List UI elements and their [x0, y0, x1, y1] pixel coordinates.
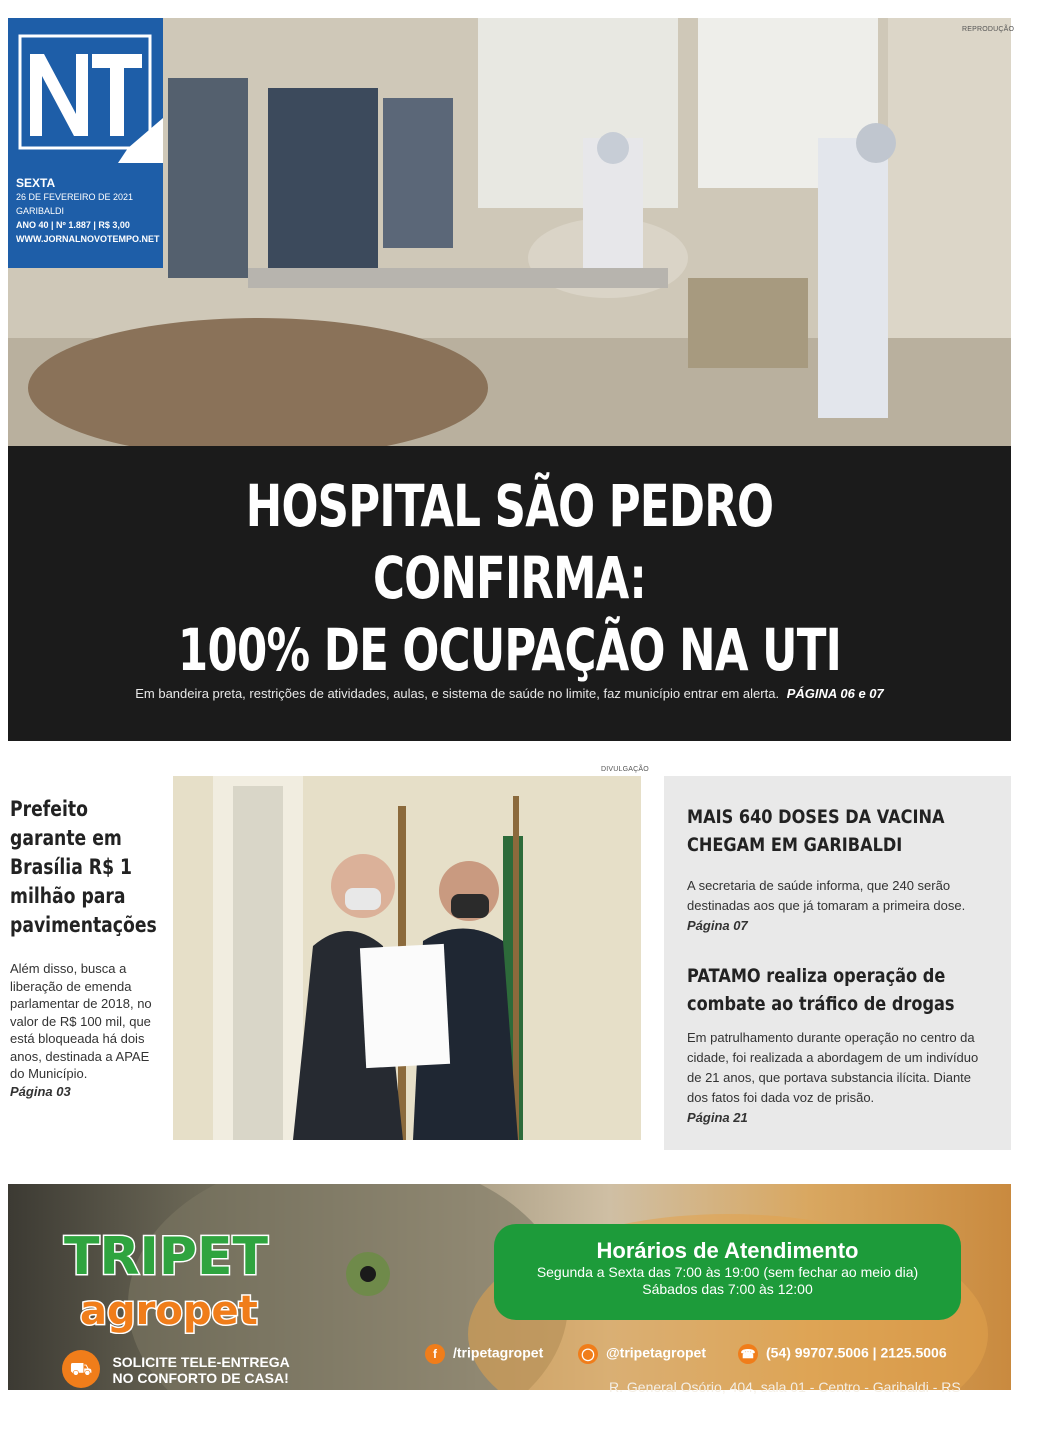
phone-link[interactable]: [738, 1344, 947, 1364]
phone-icon: ☎: [738, 1344, 758, 1364]
hours-weekdays: Segunda a Sexta das 7:00 às 19:00 (sem fechar ao meio dia): [536, 1264, 919, 1280]
website-link[interactable]: WWW.JORNALNOVOTEMPO.NET: [16, 234, 160, 244]
facebook-link[interactable]: [425, 1344, 543, 1364]
edition-issue: ANO 40 | Nº 1.887 | R$ 3,00: [16, 220, 130, 230]
subhead-text: Em bandeira preta, restrições de atividades, aulas, e sistema de saúde no limite, faz município entrar em alerta.: [135, 686, 780, 701]
delivery-line-1: SOLICITE TELE-ENTREGA: [112, 1354, 290, 1370]
edition-city: GARIBALDI: [16, 206, 65, 216]
story-page-ref[interactable]: Página 03: [10, 1083, 71, 1099]
side-story-title: [687, 962, 955, 1018]
side-story-title: [687, 803, 945, 859]
logo-brand-top: TRIPET: [64, 1227, 268, 1287]
text-line: de 21 anos, que portava substancia ilícita. Diante: [687, 1070, 972, 1085]
story-photo: [173, 776, 641, 1140]
instagram-handle: @tripetagropet: [606, 1344, 706, 1361]
nt-logo[interactable]: [8, 18, 163, 163]
hours-title: Horários de Atendimento: [596, 1238, 859, 1263]
page-ref[interactable]: Página 21: [687, 1110, 748, 1125]
text-line: destinadas aos que já tomaram a primeira dose.: [687, 898, 966, 913]
title-line: combate ao tráfico de drogas: [687, 993, 955, 1015]
title-line: PATAMO realiza operação de: [687, 965, 946, 987]
truck-icon: ⛟: [62, 1350, 100, 1388]
edition-day: SEXTA: [16, 176, 56, 190]
edition-info: [16, 176, 160, 246]
logo-brand-bottom: agropet: [80, 1288, 258, 1334]
side-story-vaccine[interactable]: [687, 803, 990, 859]
instagram-link[interactable]: [578, 1344, 706, 1364]
title-line: CHEGAM EM GARIBALDI: [687, 834, 903, 856]
headline-line-2: 100% DE OCUPAÇÃO NA UTI: [177, 616, 842, 684]
headline-line-1: HOSPITAL SÃO PEDRO CONFIRMA:: [245, 472, 774, 612]
photo-credit: REPRODUÇÃO: [962, 26, 1015, 33]
text-line: dos fatos foi dada voz de prisão.: [687, 1090, 875, 1105]
story-text: Além disso, busca a liberação de emenda parlamentar de 2018, no valor de R$ 100 mil, que está bloqueada há dois anos, destinada a APAE do Município.: [10, 961, 152, 1081]
story-body: [10, 960, 160, 1100]
side-story-patamo-body: [687, 1028, 978, 1128]
store-address: R. General Osório, 404, sala 01 - Centro - Garibaldi - RS: [609, 1379, 961, 1395]
text-line: Em patrulhamento durante operação no centro da: [687, 1030, 975, 1045]
facebook-handle: /tripetagropet: [453, 1344, 544, 1361]
hours-saturday: Sábados das 7:00 às 12:00: [642, 1281, 813, 1297]
facebook-icon: f: [425, 1344, 445, 1364]
delivery-badge[interactable]: [62, 1350, 290, 1388]
page-ref[interactable]: Página 07: [687, 918, 748, 933]
edition-date: 26 DE FEVEREIRO DE 2021: [16, 192, 134, 202]
tripet-logo: [60, 1224, 330, 1339]
instagram-icon: ◯: [578, 1344, 598, 1364]
side-story-patamo[interactable]: [687, 962, 1002, 1018]
hours-box: [494, 1224, 961, 1320]
main-headline[interactable]: [133, 470, 885, 686]
text-line: A secretaria de saúde informa, que 240 serão: [687, 878, 951, 893]
subhead-page-ref[interactable]: PÁGINA 06 e 07: [786, 686, 884, 701]
phone-number: (54) 99707.5006 | 2125.5006: [766, 1344, 947, 1361]
title-line: MAIS 640 DOSES DA VACINA: [687, 806, 945, 828]
text-line: cidade, foi realizada a abordagem de um indivíduo: [687, 1050, 979, 1065]
headline-subhead: [8, 686, 1011, 701]
story-title[interactable]: Prefeito garante em Brasília R$ 1 milhão para pavimentações: [10, 797, 157, 937]
side-story-vaccine-body: [687, 876, 965, 936]
photo2-credit: DIVULGAÇÃO: [601, 766, 649, 773]
delivery-line-2: NO CONFORTO DE CASA!: [112, 1370, 289, 1386]
